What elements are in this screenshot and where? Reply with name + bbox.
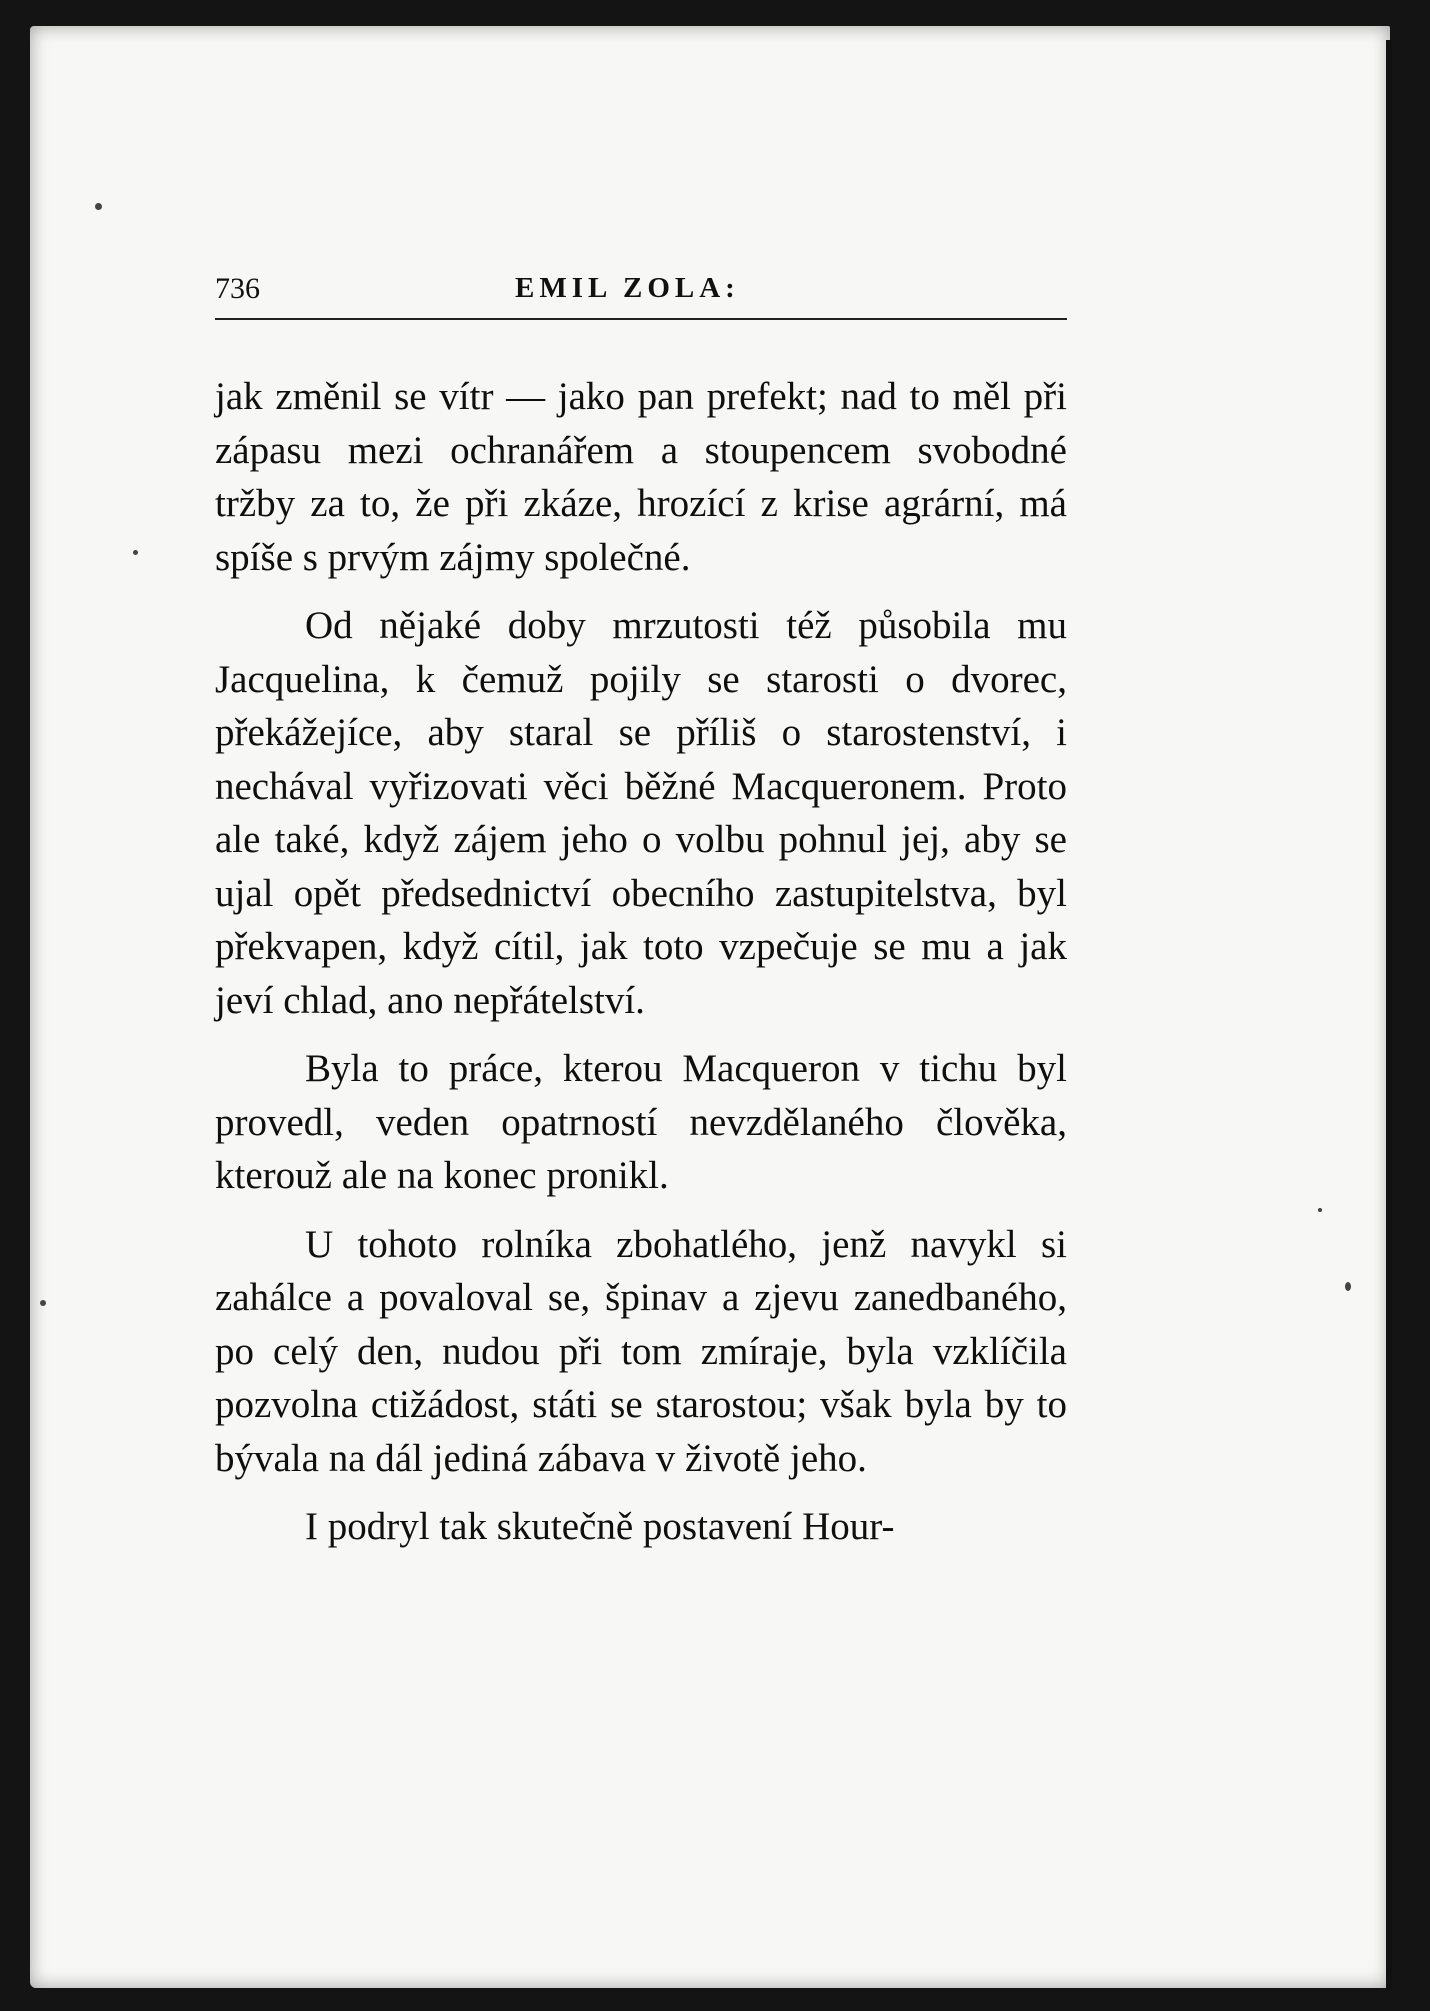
page-header	[215, 262, 1067, 320]
paragraph: Byla to práce, kterou Macqueron v tichu byl provedl, veden opatrností nevzdělaného člověka, kterouž ale na konec pronikl.	[215, 1047, 1067, 1197]
body-text	[215, 370, 1067, 1554]
dust-speck	[1318, 1208, 1322, 1212]
page-number: 736	[215, 272, 260, 305]
running-head: EMIL ZOLA:	[515, 272, 740, 304]
paragraph: Od nějaké doby mrzutosti též působila mu Jacquelina, k čemuž pojily se starosti o dvorec, překážejíce, aby staral se příliš o starostenství, i nechával vyřizovati věci běžné Macqueronem. Proto ale také, když zájem jeho o volbu pohnul jej, aby se ujal opět předsednictví obecního zastupitelstva, byl překvapen, když cítil, jak toto vzpečuje se mu a jak jeví chlad, ano nepřátelství.	[215, 604, 1067, 1022]
paragraph: jak změnil se vítr — jako pan prefekt; nad to měl při zápasu mezi ochranářem a stoupencem svobodné tržby za to, že při zkáze, hrozící z krise agrární, má spíše s prvým zájmy společné.	[215, 375, 1067, 579]
dust-speck	[95, 203, 102, 210]
dust-speck	[133, 550, 138, 555]
book-spine-edge	[1386, 40, 1392, 1990]
paragraph: I podryl tak skutečně postavení Hour-	[305, 1505, 895, 1548]
dust-speck	[1345, 1282, 1351, 1291]
paragraph: U tohoto rolníka zbohatlého, jenž navykl si zahálce a povaloval se, špinav a zjevu zanedbaného, po celý den, nudou při tom zmíraje, byla vzklíčila pozvolna ctižádost, státi se starostou; však byla by to bývala na dál jediná zábava v životě jeho.	[215, 1222, 1067, 1480]
dust-speck	[40, 1300, 46, 1306]
